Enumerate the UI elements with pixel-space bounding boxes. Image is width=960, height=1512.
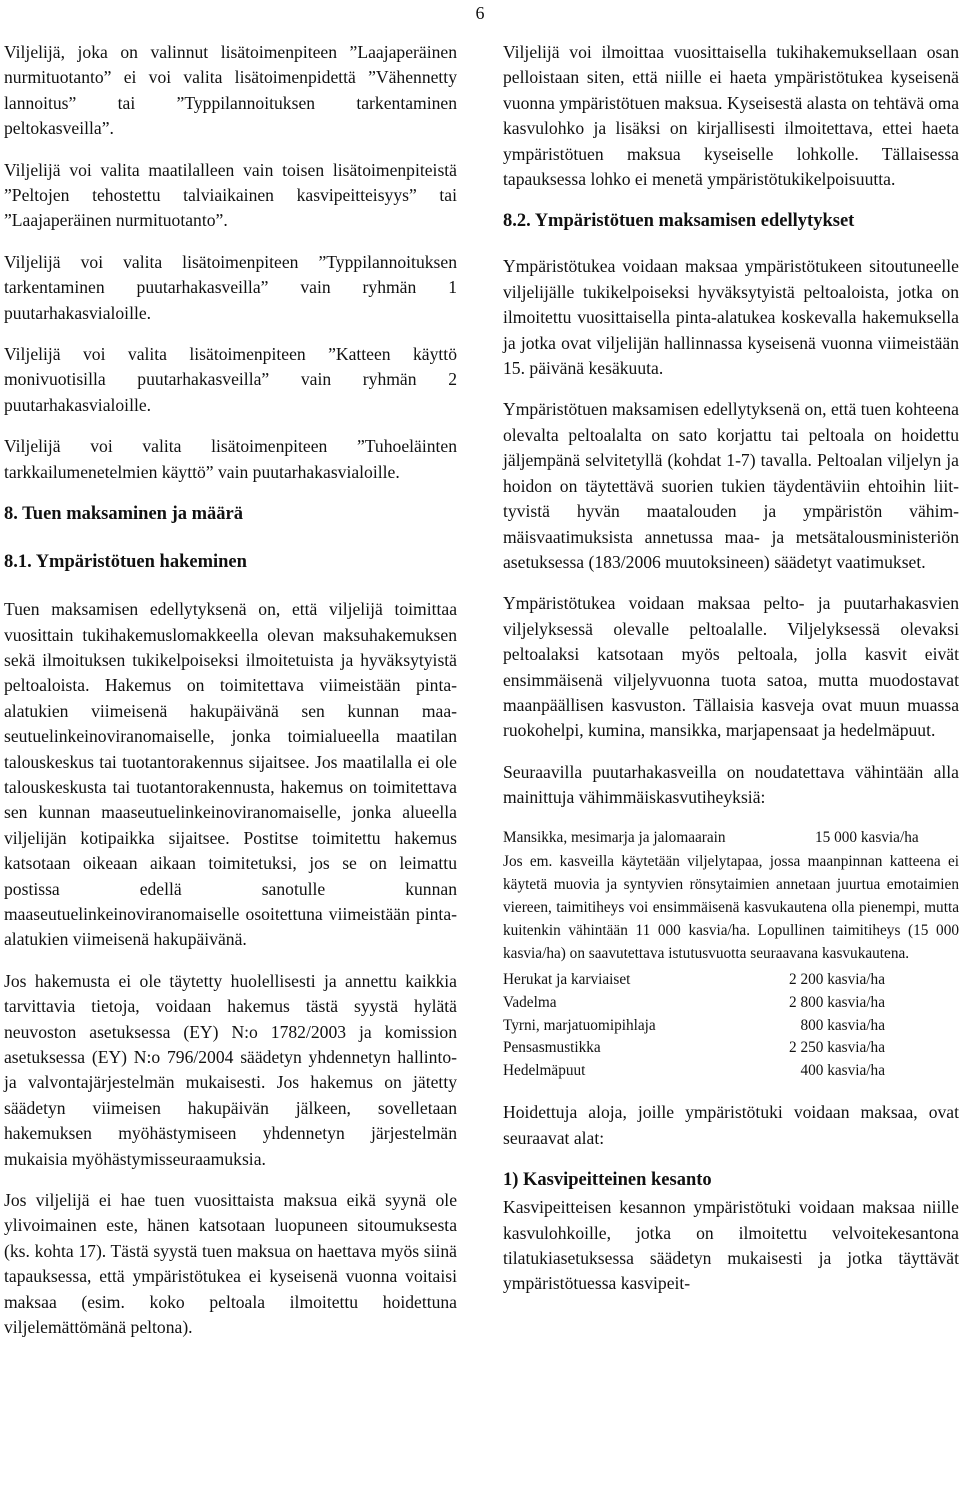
table-row (503, 1060, 885, 1083)
requirements-table (503, 969, 885, 1082)
paragraph: Seuraavilla puutarhakasveilla on noudatettava vähintään alla mainittuja vähimmäiskasvutiheyksiä: (503, 761, 959, 808)
requirement-crop: Pensasmustikka (503, 1039, 601, 1057)
requirement-value: 400 kasvia/ha (800, 1061, 885, 1079)
paragraph: Kasvipeitteisen kesannon ympäristötuki voidaan maksaa niille kasvulohkoille, jotka on ilmoitettu velvoitekesantona tilatukiasetuksessa säädetyn mukaisesti ja jotka täyttävät ympäristötuessa kasvipeit- (503, 1197, 959, 1294)
requirement-crop: Tyrni, marjatuomipihlaja (503, 1016, 656, 1034)
requirement-row (503, 827, 959, 850)
table-row (503, 992, 885, 1015)
paragraph: Viljelijä voi ilmoittaa vuosittaisella tukihakemuksellaan osan pelloistaan siten, että niille ei haeta ympäristötukea kyseisenä vuonna ympäristötuen maksua. Kyseisestä alasta on tehtävä oma kasvulohko ja lisäksi on kirjallisesti ilmoitettava, ettei haeta ympäristötuen maksua kyseiselle lohkolle. Tällaisessa tapauksessa lohko ei menetä ympäristötukikelpoisuutta. (503, 42, 959, 190)
section-heading: 8. Tuen maksaminen ja määrä (4, 504, 243, 525)
requirement-value: 15 000 kasvia/ha (815, 828, 919, 846)
table-row (503, 969, 885, 992)
table-row (503, 1037, 885, 1060)
requirement-crop: Vadelma (503, 993, 557, 1011)
table-row (503, 1015, 885, 1038)
paragraph: Viljelijä voi valita lisätoimenpiteen ”Typpilannoituksen tarkentaminen puutarhakasveilla” vain ryhmän 1 puutarhakasvialoille. (4, 251, 457, 323)
requirement-crop: Hedelmäpuut (503, 1061, 586, 1079)
paragraph: Ympäristötuen maksamisen edellytyksenä on, että tuen kohteena olevalta peltoalalta on sato korjattu tai peltoala on hoidettu jäljempänä selvitetyllä (kohdat 1-7) tavalla. Peltoalan viljelyn ja hoidon on täytettävä suorien tukien täydentäviin ehtoihin liittyvistä hyvän maatalouden ja ympäristön vähimmäisvaatimuksista annetussa maa- ja metsätalousministeriön asetuksessa (183/2006 muutoksineen) säädetyt vaatimukset. (503, 399, 959, 572)
subsection-heading: 8.2. Ympäristötuen maksamisen edellytykset (503, 211, 855, 232)
paragraph: Ympäristötukea voidaan maksaa ympäristötukeen sitoutuneelle viljelijälle tukikelpoiseksi hyväksytyistä peltoaloista, jotka on ilmoitettu vuosittaisella pinta-alatukea koskevalla hakemuksella ja jotka ovat viljelijän hallinnassa kyseisenä vuonna viimeistään 15. päivänä kesäkuuta. (503, 256, 959, 379)
requirement-value: 2 200 kasvia/ha (788, 971, 885, 989)
page-number: 6 (475, 3, 485, 23)
paragraph: Hoidettuja aloja, joille ympäristötuki voidaan maksaa, ovat seuraavat alat: (503, 1102, 959, 1148)
note-paragraph: Jos em. kasveilla käytetään viljelytapaa, jossa maanpinnan katteena ei käytetä muovia ja syntyvien rönsytaimien annetaan juurtua emotaimien viereen, taimitiheys voi ensimmäisenä kasvukautena olla pienempi, mutta kuitenkin vähintään 11 000 kasvia/ha. Lopullinen taimitiheys (15 000 kasvia/ha) on saavutettava istutusvuotta seuraavana kasvukautena. (503, 853, 959, 962)
requirement-value: 2 250 kasvia/ha (788, 1039, 885, 1057)
paragraph: Viljelijä voi valita lisätoimenpiteen ”Tuhoeläinten tarkkailumenetelmien käyttö” vain puutarhakasvialoille. (4, 436, 457, 482)
paragraph: Ympäristötukea voidaan maksaa pelto- ja puutarhakasvien viljelyksessä olevalle peltoalalle. Viljelyksessä olevaksi peltoalaksi katsotaan myös peltoala, jolla kasvit eivät ensimmäisenä viljelyvuonna tuota satoa, mutta muodostavat maanpäällisen kasvuston. Tällaisia kasveja ovat muun muassa ruokohelpi, kumina, mansikka, marjapensaat ja hedelmäpuut. (503, 593, 959, 741)
paragraph: Viljelijä voi valita lisätoimenpiteen ”Katteen käyttö monivuotisilla puutarhakasveilla” vain ryhmän 2 puutarhakasvialoille. (4, 344, 457, 415)
requirement-value: 800 kasvia/ha (800, 1016, 885, 1034)
paragraph: Tuen maksamisen edellytyksenä on, että viljelijä toimittaa vuosittain tukihakemuslomakkeella olevan maksuhakemuksen sekä ilmoituksen tukikelpoiseksi ilmoitetuista ja hyväksytyistä peltoaloista. Hakemus on toimitettava viimeistään pintaalatukien viimeisenä hakupäivänä sen kunnan maaseutuelinkeinoviranomaiselle, jonka toimialueella maatilan talouskeskus tai tuotantorakennus sijaitsee. Jos maatilalla ei ole talouskeskusta tai tuotantorakennusta, hakemus on toimitettava sen kunnan maaseutuelinkeinoviranomaiselle, jonka alueella viljelijän kotipaikka sijaitsee. Postitse toimitettu hakemus katsotaan oikeaan aikaan toimitetuksi, jos se on leimattu postissa edellä sanotulle kunnan maaseutuelinkeinoviranomaiselle osoitettuna viimeistään pinta-alatukien viimeisenä hakupäivänä. (4, 599, 457, 950)
subsection-heading: 1) Kasvipeitteinen kesanto (503, 1170, 712, 1191)
right-column (503, 40, 959, 1313)
paragraph: Viljelijä, joka on valinnut lisätoimenpiteen ”Laajaperäinen nurmituotanto” ei voi valita lisätoimenpidettä ”Vähennetty lannoitus” tai ”Typpilannoituksen tarkentaminen peltokasveilla”. (4, 42, 457, 139)
subsection-heading: 8.1. Ympäristötuen hakeminen (4, 552, 247, 573)
requirement-crop: Mansikka, mesimarja ja jalomaarain (503, 828, 726, 846)
paragraph: Jos hakemusta ei ole täytetty huolellisesti ja annettu kaikkia tarvittavia tietoja, voidaan hakemus tästä syystä hylätä neuvoston asetuksessa (EY) N:o 1782/2003 ja komission asetuksessa (EY) N:o 796/2004 säädetyn yhdennetyn hallinto- ja valvontajärjestelmän mukaisesti. Jos hakemus on jätetty säädetyn viimeisen hakupäivän jälkeen, sovelletaan hakemuksen myöhästymiseen yhdennetyn järjestelmän mukaisia myöhästymisseuraamuksia. (4, 970, 457, 1169)
paragraph: Jos viljelijä ei hae tuen vuosittaista maksua eikä syynä ole ylivoimainen este, hänen katsotaan luopuneen sitoumuksesta (ks. kohta 17). Tästä syystä tuen maksua on haettava myös siinä tapauksessa, että ympäristötukea ei kyseisenä vuonna voitaisi maksaa (esim. koko peltoala ilmoitettu hoidettuna viljelemättömänä peltona). (4, 1190, 457, 1338)
requirement-crop: Herukat ja karviaiset (503, 971, 631, 989)
requirement-value: 2 800 kasvia/ha (788, 993, 885, 1011)
left-column (4, 40, 457, 1356)
paragraph: Viljelijä voi valita maatilalleen vain toisen lisätoimenpiteistä ”Peltojen tehostettu talviaikainen kasvipeitteisyys” tai ”Laajaperäinen nurmituotanto”. (4, 159, 457, 231)
